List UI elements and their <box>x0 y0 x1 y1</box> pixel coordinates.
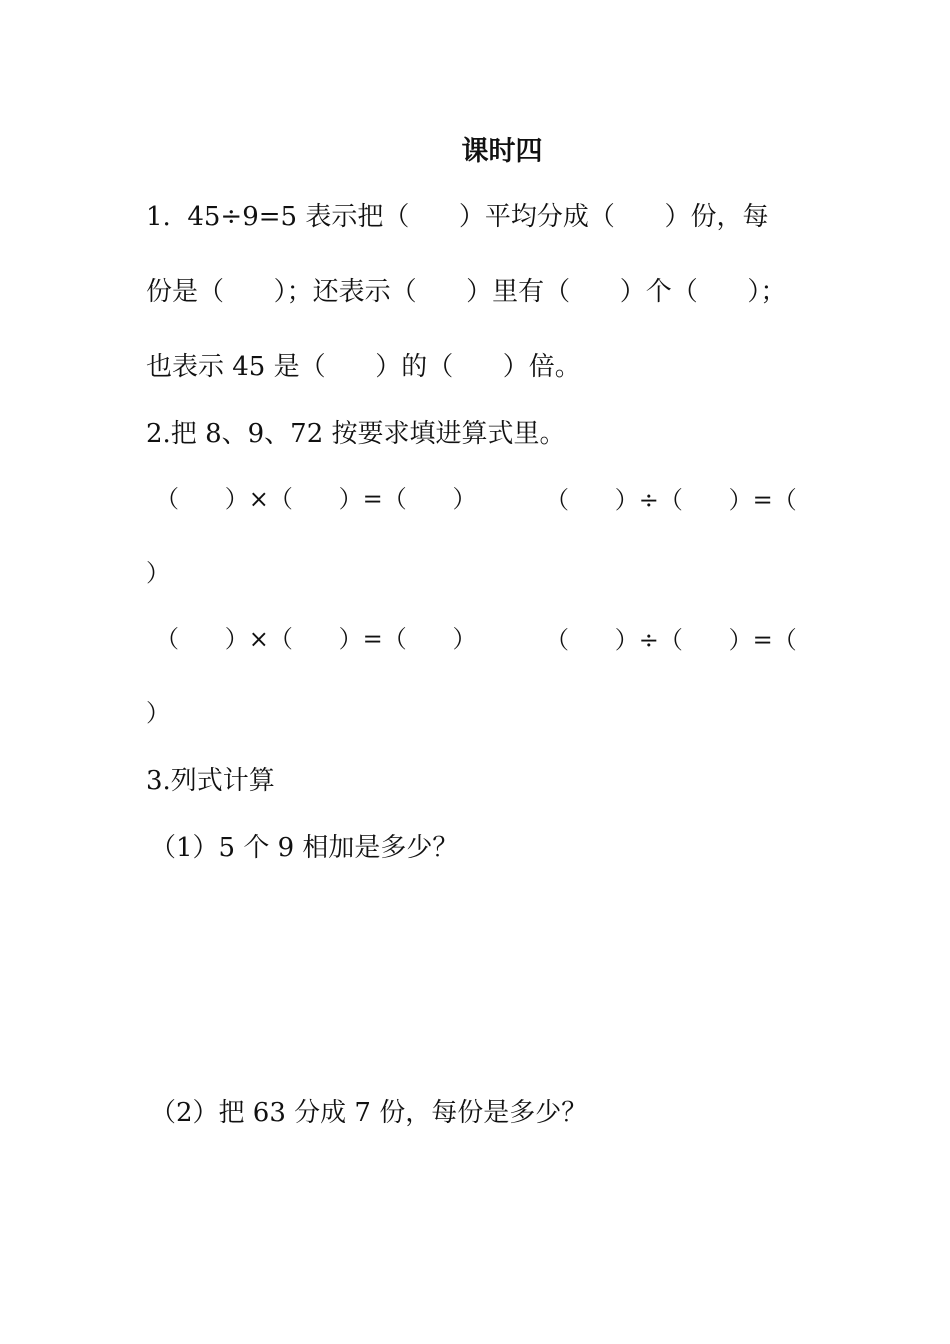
equation-division-1-closing: ） <box>146 559 170 587</box>
equation-division-2: （ ）÷（ ）=（ <box>545 626 797 654</box>
equation-division-1: （ ）÷（ ）=（ <box>545 486 797 514</box>
question-3-sub-2: （2）把 63 分成 7 份，每份是多少？ <box>150 1098 588 1128</box>
question-3-heading: 3.列式计算 <box>146 766 275 796</box>
page-title: 课时四 <box>461 136 543 167</box>
question-3-sub-1: （1）5 个 9 相加是多少？ <box>150 833 459 863</box>
question-1-line-1: 1. 45÷9=5 表示把（ ）平均分成（ ）份，每 <box>146 202 769 232</box>
question-1-line-3: 也表示 45 是（ ）的（ ）倍。 <box>146 352 581 382</box>
question-2-prompt: 2.把 8、9、72 按要求填进算式里。 <box>146 419 566 449</box>
question-1-line-2: 份是（ ）；还表示（ ）里有（ ）个（ ）； <box>146 277 787 307</box>
equation-multiplication-2: （ ）×（ ）=（ ） <box>155 625 477 653</box>
equation-multiplication-1: （ ）×（ ）=（ ） <box>155 485 477 513</box>
equation-division-2-closing: ） <box>146 699 170 727</box>
